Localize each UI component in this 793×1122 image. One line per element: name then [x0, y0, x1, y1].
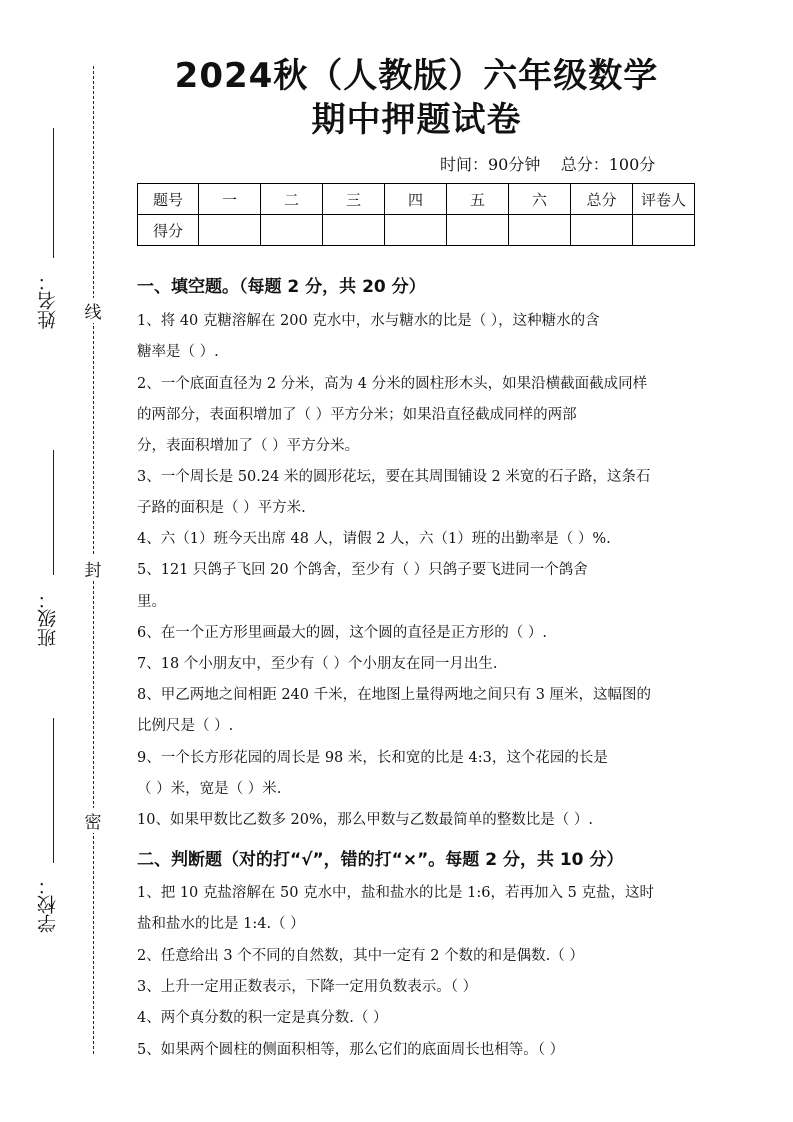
question-line: 里。 [137, 594, 166, 610]
table-cell: 题号 [138, 184, 199, 215]
score-table-header-row [138, 184, 695, 215]
question-line: 10、如果甲数比乙数多 20%，那么甲数与乙数最简单的整数比是（ ）. [137, 812, 594, 828]
school-blank-line[interactable] [53, 718, 54, 863]
score-input-cell[interactable] [509, 215, 571, 246]
question-line: 1、将 40 克糖溶解在 200 克水中，水与糖水的比是（ ），这种糖水的含 [137, 313, 600, 329]
score-input-cell[interactable] [385, 215, 447, 246]
score-table [137, 183, 695, 246]
question-line: 6、在一个正方形里画最大的圆，这个圆的直径是正方形的（ ）. [137, 625, 547, 641]
question-line: 5、121 只鸽子飞回 20 个鸽舍，至少有（ ）只鸽子要飞进同一个鸽舍 [137, 562, 588, 578]
score-table-score-row [138, 215, 695, 246]
question-line: 分，表面积增加了（ ）平方分米。 [137, 438, 360, 454]
table-cell: 二 [261, 184, 323, 215]
question-line: 的两部分，表面积增加了（ ）平方分米；如果沿直径截成同样的两部 [137, 407, 577, 423]
score-input-cell[interactable] [199, 215, 261, 246]
page-title: 2024秋（人教版）六年级数学 [174, 56, 659, 96]
score-input-cell[interactable] [571, 215, 633, 246]
binding-line-char: 线 [82, 298, 104, 323]
class-label: 班级： [37, 590, 59, 647]
question-line: 子路的面积是（ ）平方米. [137, 500, 306, 516]
question-line: 1、把 10 克盐溶解在 50 克水中，盐和盐水的比是 1:6，若再加入 5 克盐，这时 [137, 885, 654, 901]
question-line: （ ）米，宽是（ ）米. [137, 781, 282, 797]
table-cell: 六 [509, 184, 571, 215]
binding-seal-char: 封 [82, 556, 104, 581]
question-line: 3、一个周长是 50.24 米的圆形花坛，要在其周围铺设 2 米宽的石子路，这条石 [137, 469, 651, 485]
table-cell: 三 [323, 184, 385, 215]
page-subtitle: 期中押题试卷 [311, 100, 522, 140]
score-input-cell[interactable] [323, 215, 385, 246]
question-line: 2、任意给出 3 个不同的自然数，其中一定有 2 个数的和是偶数.（ ） [137, 948, 584, 964]
question-line: 4、两个真分数的积一定是真分数.（ ） [137, 1010, 388, 1026]
name-blank-line[interactable] [53, 128, 54, 258]
score-input-cell[interactable] [447, 215, 509, 246]
class-blank-line[interactable] [53, 450, 54, 575]
question-line: 2、一个底面直径为 2 分米，高为 4 分米的圆柱形木头，如果沿横截面截成同样 [137, 376, 648, 392]
question-line: 7、18 个小朋友中，至少有（ ）个小朋友在同一月出生. [137, 656, 498, 672]
question-line: 3、上升一定用正数表示，下降一定用负数表示。（ ） [137, 979, 478, 995]
question-line: 9、一个长方形花园的周长是 98 米，长和宽的比是 4:3，这个花园的长是 [137, 750, 608, 766]
section2-title: 二、判断题（对的打“√”，错的打“×”。每题 2 分，共 10 分） [137, 850, 624, 870]
question-line: 糖率是（ ）. [137, 344, 219, 360]
table-cell: 四 [385, 184, 447, 215]
section1-title: 一、填空题。（每题 2 分，共 20 分） [137, 277, 426, 297]
table-cell: 得分 [138, 215, 199, 246]
table-cell: 五 [447, 184, 509, 215]
question-line: 盐和盐水的比是 1:4.（ ） [137, 916, 305, 932]
table-cell: 一 [199, 184, 261, 215]
name-label: 姓名： [37, 272, 59, 329]
exam-meta: 时间：90分钟 总分：100分 [440, 155, 656, 174]
question-line: 8、甲乙两地之间相距 240 千米，在地图上量得两地之间只有 3 厘米，这幅图的 [137, 687, 652, 703]
table-cell: 总分 [571, 184, 633, 215]
school-label: 学校： [37, 876, 59, 933]
score-input-cell[interactable] [633, 215, 695, 246]
binding-secret-char: 密 [82, 808, 104, 833]
table-cell: 评卷人 [633, 184, 695, 215]
score-input-cell[interactable] [261, 215, 323, 246]
question-line: 4、六（1）班今天出席 48 人，请假 2 人，六（1）班的出勤率是（ ）%. [137, 531, 611, 547]
question-line: 比例尺是（ ）. [137, 718, 234, 734]
question-line: 5、如果两个圆柱的侧面积相等，那么它们的底面周长也相等。（ ） [137, 1042, 565, 1058]
